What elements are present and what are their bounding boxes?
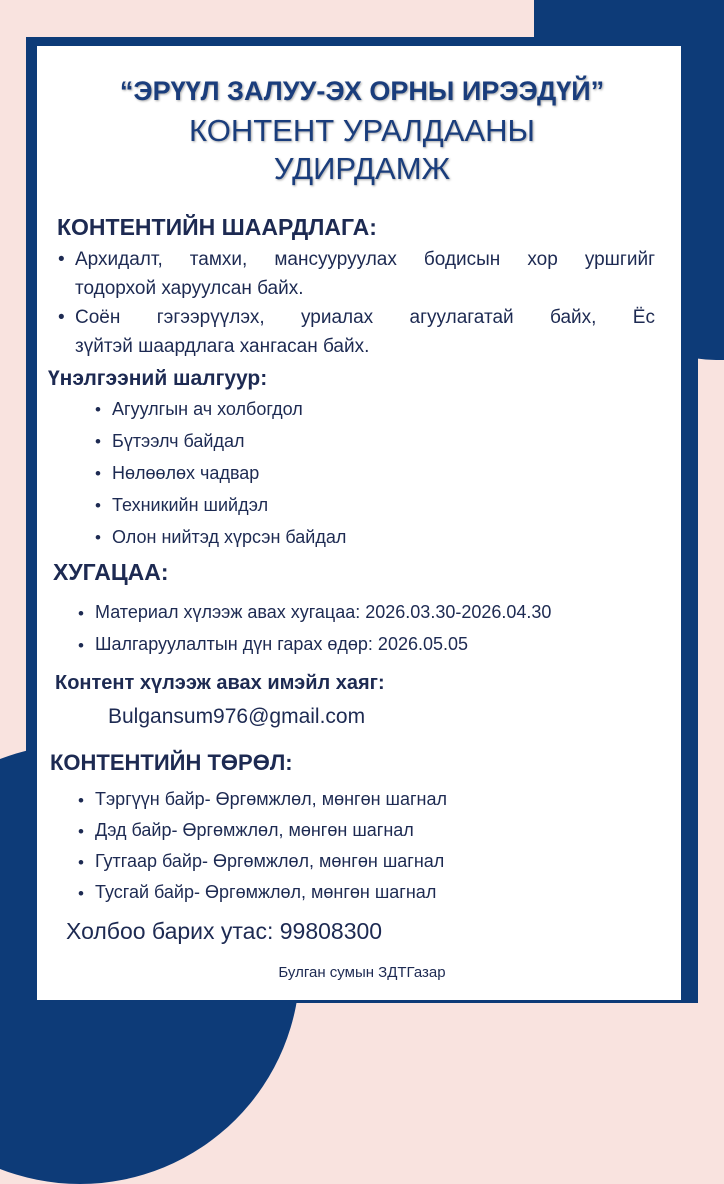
- bullet-dot: •: [78, 604, 84, 623]
- bullet-dot: •: [95, 400, 101, 419]
- deadline-item: Шалгаруулалтын дүн гарах өдөр: 2026.05.05: [95, 634, 469, 654]
- criteria-item: Бүтээлч байдал: [112, 431, 245, 451]
- criteria-heading: Үнэлгээний шалгуур:: [48, 367, 268, 390]
- bullet-dot: •: [95, 528, 101, 547]
- email-heading: Контент хүлээж авах имэйл хаяг:: [55, 672, 385, 694]
- types-heading: КОНТЕНТИЙН ТӨРӨЛ:: [50, 750, 293, 775]
- criteria-item: Техникийн шийдэл: [112, 495, 269, 515]
- bullet-dot: •: [78, 636, 84, 655]
- type-item: Гутгаар байр- Өргөмжлөл, мөнгөн шагнал: [95, 851, 445, 871]
- bullet-dot: •: [78, 822, 84, 841]
- bullet-dot: •: [58, 249, 65, 270]
- bullet-dot: •: [95, 464, 101, 483]
- title-line-2: КОНТЕНТ УРАЛДААНЫ: [189, 113, 535, 148]
- requirement-1-line-2: тодорхой харуулсан байх.: [75, 278, 304, 299]
- requirements-heading: КОНТЕНТИЙН ШААРДЛАГА:: [57, 214, 377, 240]
- bullet-dot: •: [95, 432, 101, 451]
- title-line-1: “ЭРҮҮЛ ЗАЛУУ-ЭХ ОРНЫ ИРЭЭДҮЙ”: [119, 76, 605, 106]
- bullet-dot: •: [95, 496, 101, 515]
- requirement-1-line-1: Архидалт, тамхи, мансууруулах бодисын хор уршгийг: [75, 249, 655, 270]
- type-item: Тэргүүн байр- Өргөмжлөл, мөнгөн шагнал: [95, 789, 448, 809]
- requirement-2-line-2: зүйтэй шаардлага хангасан байх.: [75, 336, 370, 357]
- footer-organization: Булган сумын ЗДТГазар: [278, 964, 446, 981]
- title-line-3: УДИРДАМЖ: [273, 151, 451, 186]
- deadline-item: Материал хүлээж авах хугацаа: 2026.03.30-2026.04.30: [95, 602, 552, 622]
- requirement-2-line-1: Соён гэгээрүүлэх, уриалах агуулагатай байх, Ёс: [75, 307, 655, 328]
- deadline-heading: ХУГАЦАА:: [53, 559, 169, 585]
- bullet-dot: •: [78, 884, 84, 903]
- criteria-item: Агуулгын ач холбогдол: [112, 399, 303, 419]
- criteria-item: Нөлөөлөх чадвар: [112, 463, 260, 483]
- email-address: Bulgansum976@gmail.com: [108, 705, 366, 728]
- type-item: Тусгай байр- Өргөмжлөл, мөнгөн шагнал: [95, 882, 437, 902]
- bullet-dot: •: [78, 853, 84, 872]
- bullet-dot: •: [58, 307, 65, 328]
- bullet-dot: •: [78, 791, 84, 810]
- type-item: Дэд байр- Өргөмжлөл, мөнгөн шагнал: [95, 820, 414, 840]
- criteria-item: Олон нийтэд хүрсэн байдал: [112, 527, 347, 547]
- contact-phone: Холбоо барих утас: 99808300: [66, 918, 383, 944]
